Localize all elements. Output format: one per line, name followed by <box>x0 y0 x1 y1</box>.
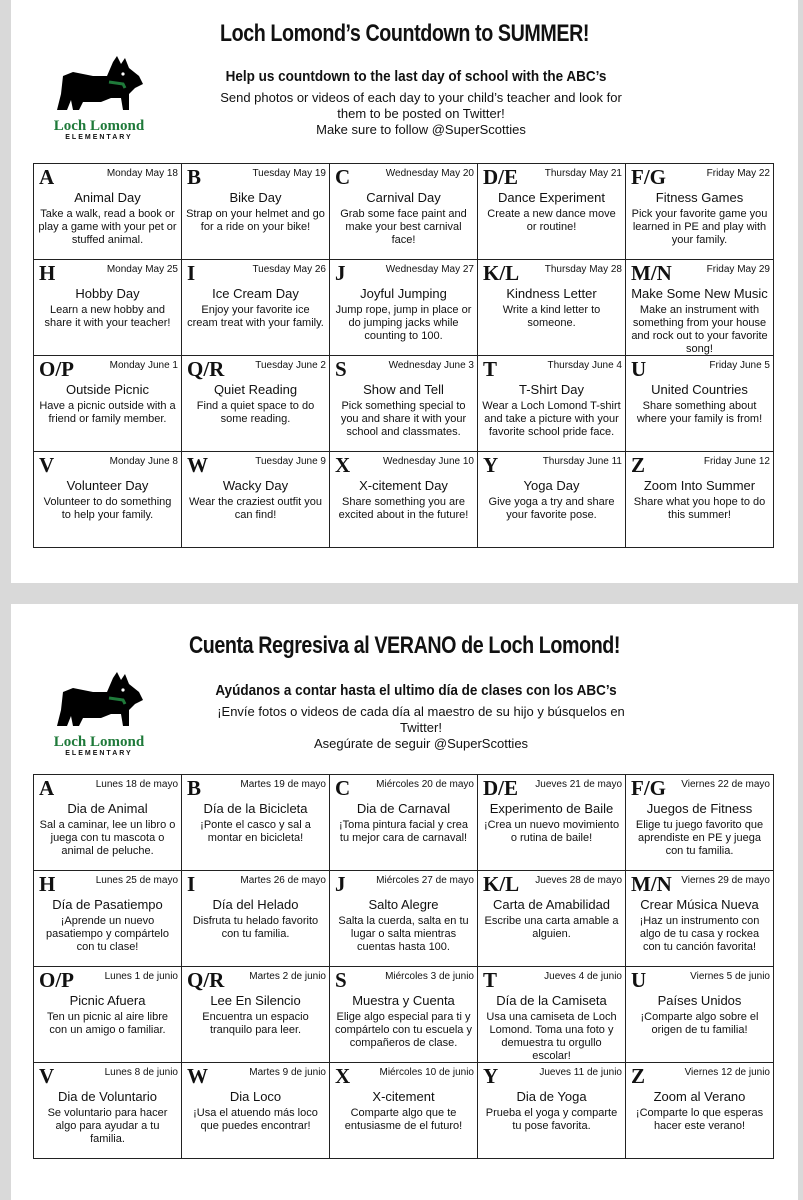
day-cell <box>330 452 478 548</box>
activity-name: X-citement <box>372 1089 435 1104</box>
day-letter: V <box>39 453 55 477</box>
activity-name: Quiet Reading <box>213 382 298 397</box>
day-letter: Q/R <box>187 968 225 992</box>
day-cell <box>34 967 182 1063</box>
day-letter: J <box>335 261 346 285</box>
calendar-row <box>34 1063 774 1159</box>
day-cell <box>330 1063 478 1159</box>
day-letter: M/N <box>631 872 672 896</box>
flyer-title: Cuenta Regresiva al VERANO de Loch Lomond! <box>188 632 621 659</box>
day-cell <box>478 775 626 871</box>
instruction-line: ¡Envíe fotos o videos de cada día al maestro de su hijo y búsquelos en <box>217 704 625 719</box>
activity-description: Se voluntario para hacer algo para ayudar a tu familia. <box>47 1107 168 1145</box>
day-date: Tuesday June 9 <box>255 456 326 467</box>
activity-name: Día de Pasatiempo <box>52 897 163 912</box>
activity-description: Comparte algo que te entusiasme de el futuro! <box>344 1107 463 1132</box>
day-cell <box>34 871 182 967</box>
activity-description: Salta la cuerda, salta en tu lugar o salta mientras cuentas hasta 100. <box>338 915 469 953</box>
calendar-row <box>34 260 774 356</box>
activity-name: X-citement Day <box>359 478 448 493</box>
day-cell <box>478 452 626 548</box>
activity-name: Picnic Afuera <box>69 993 146 1008</box>
day-date: Friday May 29 <box>706 264 770 275</box>
activity-name: Juegos de Fitness <box>646 801 753 816</box>
activity-description: Wear the craziest outfit you can find! <box>188 496 323 521</box>
day-letter: H <box>39 261 56 285</box>
day-letter: S <box>335 357 347 381</box>
activity-name: Día de la Bicicleta <box>203 801 308 816</box>
day-date: Miércoles 27 de mayo <box>376 875 474 886</box>
logo-subtitle: ELEMENTARY <box>65 750 133 757</box>
day-cell <box>182 164 330 260</box>
day-letter: X <box>335 1064 351 1088</box>
day-cell <box>182 967 330 1063</box>
activity-description: Write a kind letter to someone. <box>502 304 601 329</box>
activity-description: Strap on your helmet and go for a ride on your bike! <box>186 208 325 233</box>
activity-description: ¡Crea un nuevo movimiento o rutina de baile! <box>483 819 620 844</box>
day-letter: Z <box>631 1064 646 1088</box>
day-date: Viernes 22 de mayo <box>681 779 770 790</box>
activity-description: Jump rope, jump in place or do jumping jacks while counting to 100. <box>335 304 472 342</box>
day-cell <box>182 775 330 871</box>
spanish-flyer <box>11 604 798 1200</box>
activity-name: Día del Helado <box>212 897 299 912</box>
day-cell <box>478 260 626 356</box>
day-date: Miércoles 3 de junio <box>385 971 474 982</box>
activity-description: Ten un picnic al aire libre con un amigo o familiar. <box>46 1011 169 1036</box>
calendar-row <box>34 164 774 260</box>
activity-name: T-Shirt Day <box>518 382 584 397</box>
day-letter: O/P <box>39 357 74 381</box>
activity-description: Prueba el yoga y comparte tu pose favorita. <box>485 1107 618 1132</box>
day-date: Friday June 5 <box>709 360 770 371</box>
day-cell <box>182 452 330 548</box>
day-cell <box>330 164 478 260</box>
activity-name: Dia de Yoga <box>516 1089 587 1104</box>
activity-description: Disfruta tu helado favorito con tu familia. <box>192 915 319 940</box>
day-letter: C <box>335 165 351 189</box>
calendar-row <box>34 452 774 548</box>
day-letter: M/N <box>631 261 672 285</box>
day-cell <box>626 452 774 548</box>
activity-name: Dia Loco <box>229 1089 282 1104</box>
activity-description: Elige algo especial para ti y compártelo con tu escuela y compañeros de clase. <box>335 1011 472 1049</box>
calendar-row <box>34 775 774 871</box>
activity-description: Pick something special to you and share it with your school and classmates. <box>340 400 467 438</box>
day-letter: W <box>187 1064 208 1088</box>
day-date: Thursday June 11 <box>542 456 622 467</box>
activity-description: ¡Toma pintura facial y crea tu mejor cara de carnaval! <box>339 819 468 844</box>
day-letter: T <box>483 968 498 992</box>
activity-name: Yoga Day <box>523 478 580 493</box>
activity-description: Sal a caminar, lee un libro o juega con tu mascota o animal de peluche. <box>39 819 176 857</box>
day-cell <box>626 967 774 1063</box>
day-cell <box>626 775 774 871</box>
activity-description: ¡Comparte lo que esperas hacer este verano! <box>635 1107 764 1132</box>
calendar-row <box>34 356 774 452</box>
day-cell <box>478 1063 626 1159</box>
day-letter: C <box>335 776 351 800</box>
day-letter: Y <box>483 453 499 477</box>
day-date: Wednesday June 10 <box>383 456 474 467</box>
day-date: Jueves 4 de junio <box>544 971 622 982</box>
calendar-grid <box>33 163 774 548</box>
day-date: Thursday May 28 <box>544 264 622 275</box>
day-letter: D/E <box>483 165 519 189</box>
activity-name: Wacky Day <box>222 478 289 493</box>
day-cell <box>626 1063 774 1159</box>
activity-name: Carnival Day <box>366 190 441 205</box>
activity-name: Outside Picnic <box>65 382 150 397</box>
day-date: Monday May 18 <box>106 168 178 179</box>
activity-description: Wear a Loch Lomond T-shirt and take a picture with your favorite school pride face. <box>482 400 621 438</box>
day-date: Martes 2 de junio <box>249 971 326 982</box>
day-cell <box>626 871 774 967</box>
day-date: Wednesday May 20 <box>385 168 474 179</box>
day-cell <box>478 967 626 1063</box>
activity-description: Elige tu juego favorito que aprendiste en PE y juega con tu familia. <box>635 819 764 857</box>
day-date: Wednesday June 3 <box>388 360 474 371</box>
english-flyer <box>11 0 798 583</box>
day-letter: U <box>631 357 647 381</box>
instruction-line: Asegúrate de seguir @SuperScotties <box>313 736 529 751</box>
day-cell <box>330 871 478 967</box>
activity-name: Animal Day <box>74 190 141 205</box>
activity-name: Bike Day <box>229 190 282 205</box>
day-date: Thursday June 4 <box>547 360 622 371</box>
subtitle: Ayúdanos a contar hasta el ultimo día de clases con los ABC’s <box>215 682 617 699</box>
activity-name: Fitness Games <box>655 190 744 205</box>
activity-description: Pick your favorite game you learned in PE and play with your family. <box>631 208 768 246</box>
flyer-title: Loch Lomond’s Countdown to SUMMER! <box>219 20 590 47</box>
day-letter: S <box>335 968 347 992</box>
day-date: Jueves 21 de mayo <box>535 779 622 790</box>
day-letter: I <box>187 261 196 285</box>
instruction-line: Make sure to follow @SuperScotties <box>316 122 526 137</box>
activity-description: Share something you are excited about in the future! <box>338 496 469 521</box>
day-date: Lunes 18 de mayo <box>95 779 178 790</box>
day-date: Viernes 5 de junio <box>690 971 770 982</box>
logo-subtitle: ELEMENTARY <box>65 134 133 141</box>
school-logo <box>39 670 159 760</box>
activity-name: Joyful Jumping <box>360 286 447 301</box>
activity-description: Enjoy your favorite ice cream treat with your family. <box>187 304 324 329</box>
day-cell <box>478 356 626 452</box>
activity-description: ¡Comparte algo sobre el origen de tu familia! <box>640 1011 759 1036</box>
day-letter: A <box>39 776 55 800</box>
activity-name: Make Some New Music <box>631 286 768 301</box>
day-letter: H <box>39 872 56 896</box>
logo-name: Loch Lomond <box>53 118 145 134</box>
day-date: Lunes 25 de mayo <box>95 875 178 886</box>
calendar-grid <box>33 774 774 1159</box>
day-cell <box>478 871 626 967</box>
day-date: Lunes 8 de junio <box>104 1067 178 1078</box>
day-letter: K/L <box>483 872 520 896</box>
day-letter: I <box>187 872 196 896</box>
activity-description: Share what you hope to do this summer! <box>633 496 766 521</box>
day-letter: B <box>187 165 202 189</box>
activity-name: Países Unidos <box>657 993 742 1008</box>
day-cell <box>34 775 182 871</box>
activity-description: ¡Usa el atuendo más loco que puedes encontrar! <box>193 1107 318 1132</box>
day-date: Monday June 8 <box>109 456 178 467</box>
day-letter: Q/R <box>187 357 225 381</box>
day-date: Wednesday May 27 <box>385 264 474 275</box>
day-cell <box>330 356 478 452</box>
activity-name: Dance Experiment <box>498 190 605 205</box>
activity-description: ¡Haz un instrumento con algo de tu casa y rockea con tu canción favorita! <box>639 915 760 953</box>
day-cell <box>34 356 182 452</box>
day-date: Tuesday May 19 <box>252 168 326 179</box>
day-date: Friday May 22 <box>706 168 770 179</box>
day-letter: Z <box>631 453 646 477</box>
activity-description: ¡Ponte el casco y sal a montar en bicicleta! <box>200 819 311 844</box>
activity-name: Crear Música Nueva <box>640 897 759 912</box>
day-cell <box>330 775 478 871</box>
activity-name: Dia de Animal <box>67 801 148 816</box>
day-letter: U <box>631 968 647 992</box>
day-cell <box>34 260 182 356</box>
day-cell <box>478 164 626 260</box>
activity-name: Kindness Letter <box>506 286 597 301</box>
day-date: Miércoles 20 de mayo <box>376 779 474 790</box>
activity-name: Salto Alegre <box>368 897 439 912</box>
day-cell <box>182 871 330 967</box>
day-cell <box>182 356 330 452</box>
activity-name: Zoom Into Summer <box>643 478 756 493</box>
day-date: Tuesday June 2 <box>255 360 326 371</box>
day-date: Martes 9 de junio <box>249 1067 326 1078</box>
activity-description: Volunteer to do something to help your family. <box>43 496 172 521</box>
day-letter: B <box>187 776 202 800</box>
activity-description: Escribe una carta amable a alguien. <box>484 915 619 940</box>
activity-name: Volunteer Day <box>66 478 149 493</box>
scottie-dog-icon <box>49 54 149 118</box>
day-cell <box>34 452 182 548</box>
day-letter: D/E <box>483 776 519 800</box>
activity-description: Create a new dance move or routine! <box>487 208 616 233</box>
day-cell <box>626 164 774 260</box>
activity-name: Dia de Voluntario <box>57 1089 157 1104</box>
day-date: Viernes 12 de junio <box>684 1067 770 1078</box>
activity-description: Have a picnic outside with a friend or family member. <box>39 400 176 425</box>
activity-name: United Countries <box>651 382 748 397</box>
activity-description: Usa una camiseta de Loch Lomond. Toma una foto y demuestra tu orgullo escolar! <box>486 1011 617 1062</box>
day-date: Jueves 11 de junio <box>539 1067 622 1078</box>
day-date: Jueves 28 de mayo <box>535 875 622 886</box>
day-cell <box>330 260 478 356</box>
activity-name: Día de la Camiseta <box>496 993 607 1008</box>
day-letter: W <box>187 453 208 477</box>
day-date: Martes 19 de mayo <box>240 779 326 790</box>
day-cell <box>626 260 774 356</box>
activity-name: Ice Cream Day <box>212 286 299 301</box>
activity-name: Experimento de Baile <box>489 801 614 816</box>
instruction-line: Send photos or videos of each day to your child’s teacher and look for <box>220 90 622 105</box>
day-letter: F/G <box>631 776 666 800</box>
day-cell <box>626 356 774 452</box>
activity-description: Grab some face paint and make your best carnival face! <box>340 208 467 246</box>
calendar-row <box>34 871 774 967</box>
day-date: Viernes 29 de mayo <box>681 875 770 886</box>
activity-name: Zoom al Verano <box>653 1089 746 1104</box>
day-date: Miércoles 10 de junio <box>379 1067 474 1078</box>
day-letter: X <box>335 453 351 477</box>
activity-name: Hobby Day <box>75 286 140 301</box>
activity-description: Encuentra un espacio tranquilo para leer. <box>202 1011 309 1036</box>
day-date: Thursday May 21 <box>544 168 622 179</box>
activity-description: Give yoga a try and share your favorite pose. <box>488 496 615 521</box>
instruction-line: Twitter! <box>400 720 442 735</box>
day-letter: F/G <box>631 165 666 189</box>
activity-name: Muestra y Cuenta <box>352 993 455 1008</box>
day-letter: V <box>39 1064 55 1088</box>
day-letter: J <box>335 872 346 896</box>
day-cell <box>182 260 330 356</box>
activity-description: Make an instrument with something from your house and rock out to your favorite song! <box>631 304 768 355</box>
activity-name: Dia de Carnaval <box>356 801 451 816</box>
day-date: Monday June 1 <box>109 360 178 371</box>
scottie-dog-icon <box>49 670 149 734</box>
day-letter: K/L <box>483 261 520 285</box>
activity-name: Show and Tell <box>363 382 444 397</box>
day-date: Friday June 12 <box>703 456 770 467</box>
day-cell <box>182 1063 330 1159</box>
calendar-row <box>34 967 774 1063</box>
day-date: Monday May 25 <box>106 264 178 275</box>
day-date: Tuesday May 26 <box>252 264 326 275</box>
day-letter: A <box>39 165 55 189</box>
day-letter: O/P <box>39 968 74 992</box>
day-letter: Y <box>483 1064 499 1088</box>
activity-description: ¡Aprende un nuevo pasatiempo y compártelo con tu clase! <box>46 915 169 953</box>
subtitle: Help us countdown to the last day of school with the ABC’s <box>225 68 607 85</box>
activity-description: Take a walk, read a book or play a game with your pet or stuffed animal. <box>38 208 177 246</box>
day-cell <box>330 967 478 1063</box>
day-letter: T <box>483 357 498 381</box>
activity-description: Learn a new hobby and share it with your teacher! <box>44 304 171 329</box>
day-date: Lunes 1 de junio <box>104 971 178 982</box>
day-cell <box>34 164 182 260</box>
activity-description: Share something about where your family is from! <box>636 400 763 425</box>
school-logo <box>39 54 159 144</box>
instruction-line: them to be posted on Twitter! <box>337 106 505 121</box>
logo-name: Loch Lomond <box>53 734 145 750</box>
day-date: Martes 26 de mayo <box>240 875 326 886</box>
day-cell <box>34 1063 182 1159</box>
activity-description: Find a quiet space to do some reading. <box>196 400 315 425</box>
activity-name: Carta de Amabilidad <box>492 897 611 912</box>
activity-name: Lee En Silencio <box>210 993 301 1008</box>
